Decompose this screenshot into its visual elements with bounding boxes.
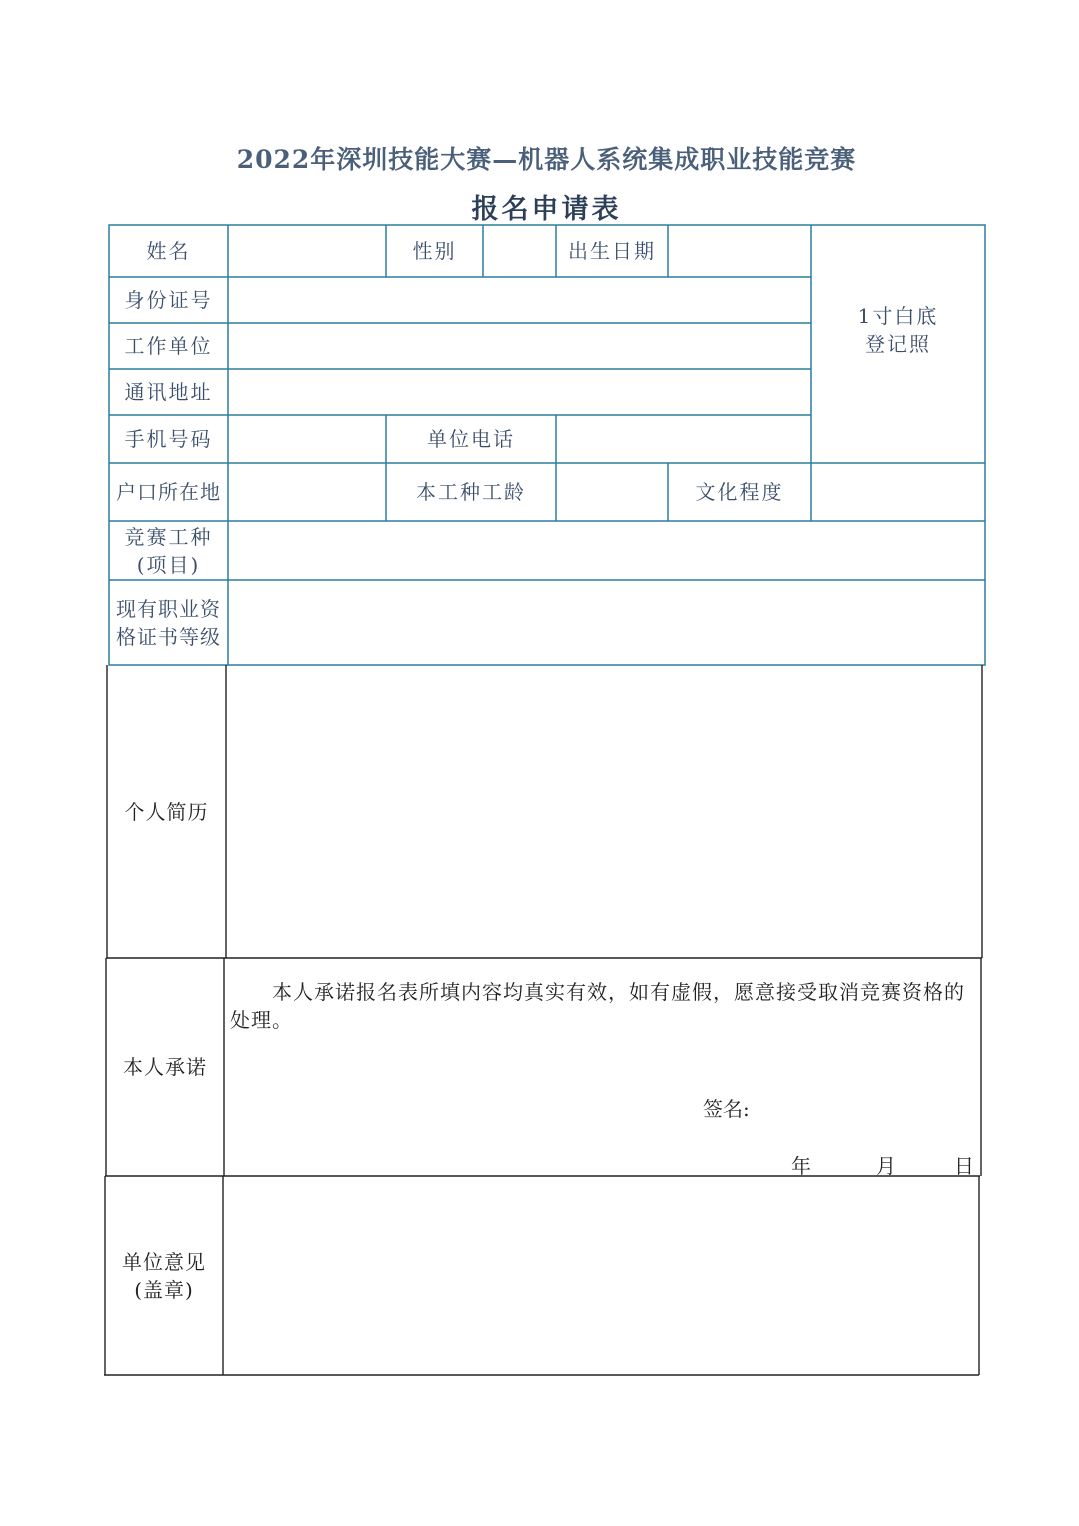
form-subtitle: 报名申请表	[471, 194, 622, 225]
certificate-label-line2: 格证书等级	[116, 624, 221, 649]
hukou-label: 户口所在地	[116, 480, 221, 504]
event-field[interactable]	[230, 523, 983, 578]
mobile-label: 手机号码	[124, 427, 213, 451]
work-years-label: 本工种工龄	[416, 480, 526, 504]
name-field[interactable]	[230, 227, 384, 275]
date-day-label: 日	[954, 1154, 974, 1178]
education-label: 文化程度	[695, 480, 784, 504]
resume-field[interactable]	[228, 667, 980, 956]
certificate-label	[109, 580, 228, 665]
photo-placeholder[interactable]	[811, 225, 985, 463]
address-field[interactable]	[230, 371, 809, 413]
unit-phone-label: 单位电话	[427, 427, 515, 451]
work-unit-field[interactable]	[230, 325, 809, 367]
date-year-label: 年	[791, 1154, 811, 1178]
birth-date-field[interactable]	[670, 227, 809, 275]
promise-label: 本人承诺	[123, 1055, 207, 1079]
mobile-field[interactable]	[230, 417, 384, 461]
unit-phone-field[interactable]	[558, 417, 809, 461]
education-field[interactable]	[813, 465, 983, 519]
work-years-field[interactable]	[558, 465, 666, 519]
unit-opinion-label-line1: 单位意见	[122, 1249, 206, 1274]
photo-label-line1: 1寸白底	[857, 304, 939, 328]
hukou-field[interactable]	[230, 465, 384, 519]
promise-statement: 本人承诺报名表所填内容均真实有效，如有虚假，愿意接受取消竞赛资格的处理。	[230, 980, 965, 1032]
work-unit-label: 工作单位	[124, 334, 213, 358]
gender-label: 性别	[412, 239, 457, 263]
signature-field[interactable]	[762, 1090, 962, 1120]
form-title: 2022年深圳技能大赛—机器人系统集成职业技能竞赛	[236, 145, 857, 174]
event-label	[109, 521, 228, 580]
certificate-field[interactable]	[230, 582, 983, 663]
unit-opinion-field[interactable]	[225, 1178, 977, 1373]
photo-label-line2: 登记照	[865, 332, 931, 356]
date-month-label: 月	[876, 1154, 896, 1178]
id-number-field[interactable]	[230, 279, 809, 321]
birth-date-label: 出生日期	[568, 239, 656, 263]
unit-opinion-label	[105, 1176, 223, 1375]
certificate-label-line1: 现有职业资	[116, 596, 221, 621]
event-label-line2: (项目)	[136, 552, 201, 577]
id-number-label: 身份证号	[124, 288, 213, 312]
gender-field[interactable]	[485, 227, 554, 275]
event-label-line1: 竞赛工种	[124, 524, 213, 549]
address-label: 通讯地址	[124, 380, 213, 404]
resume-label: 个人简历	[124, 799, 209, 824]
signature-label: 签名:	[703, 1097, 750, 1121]
name-label: 姓名	[146, 239, 191, 263]
unit-opinion-label-line2: (盖章)	[134, 1277, 194, 1302]
